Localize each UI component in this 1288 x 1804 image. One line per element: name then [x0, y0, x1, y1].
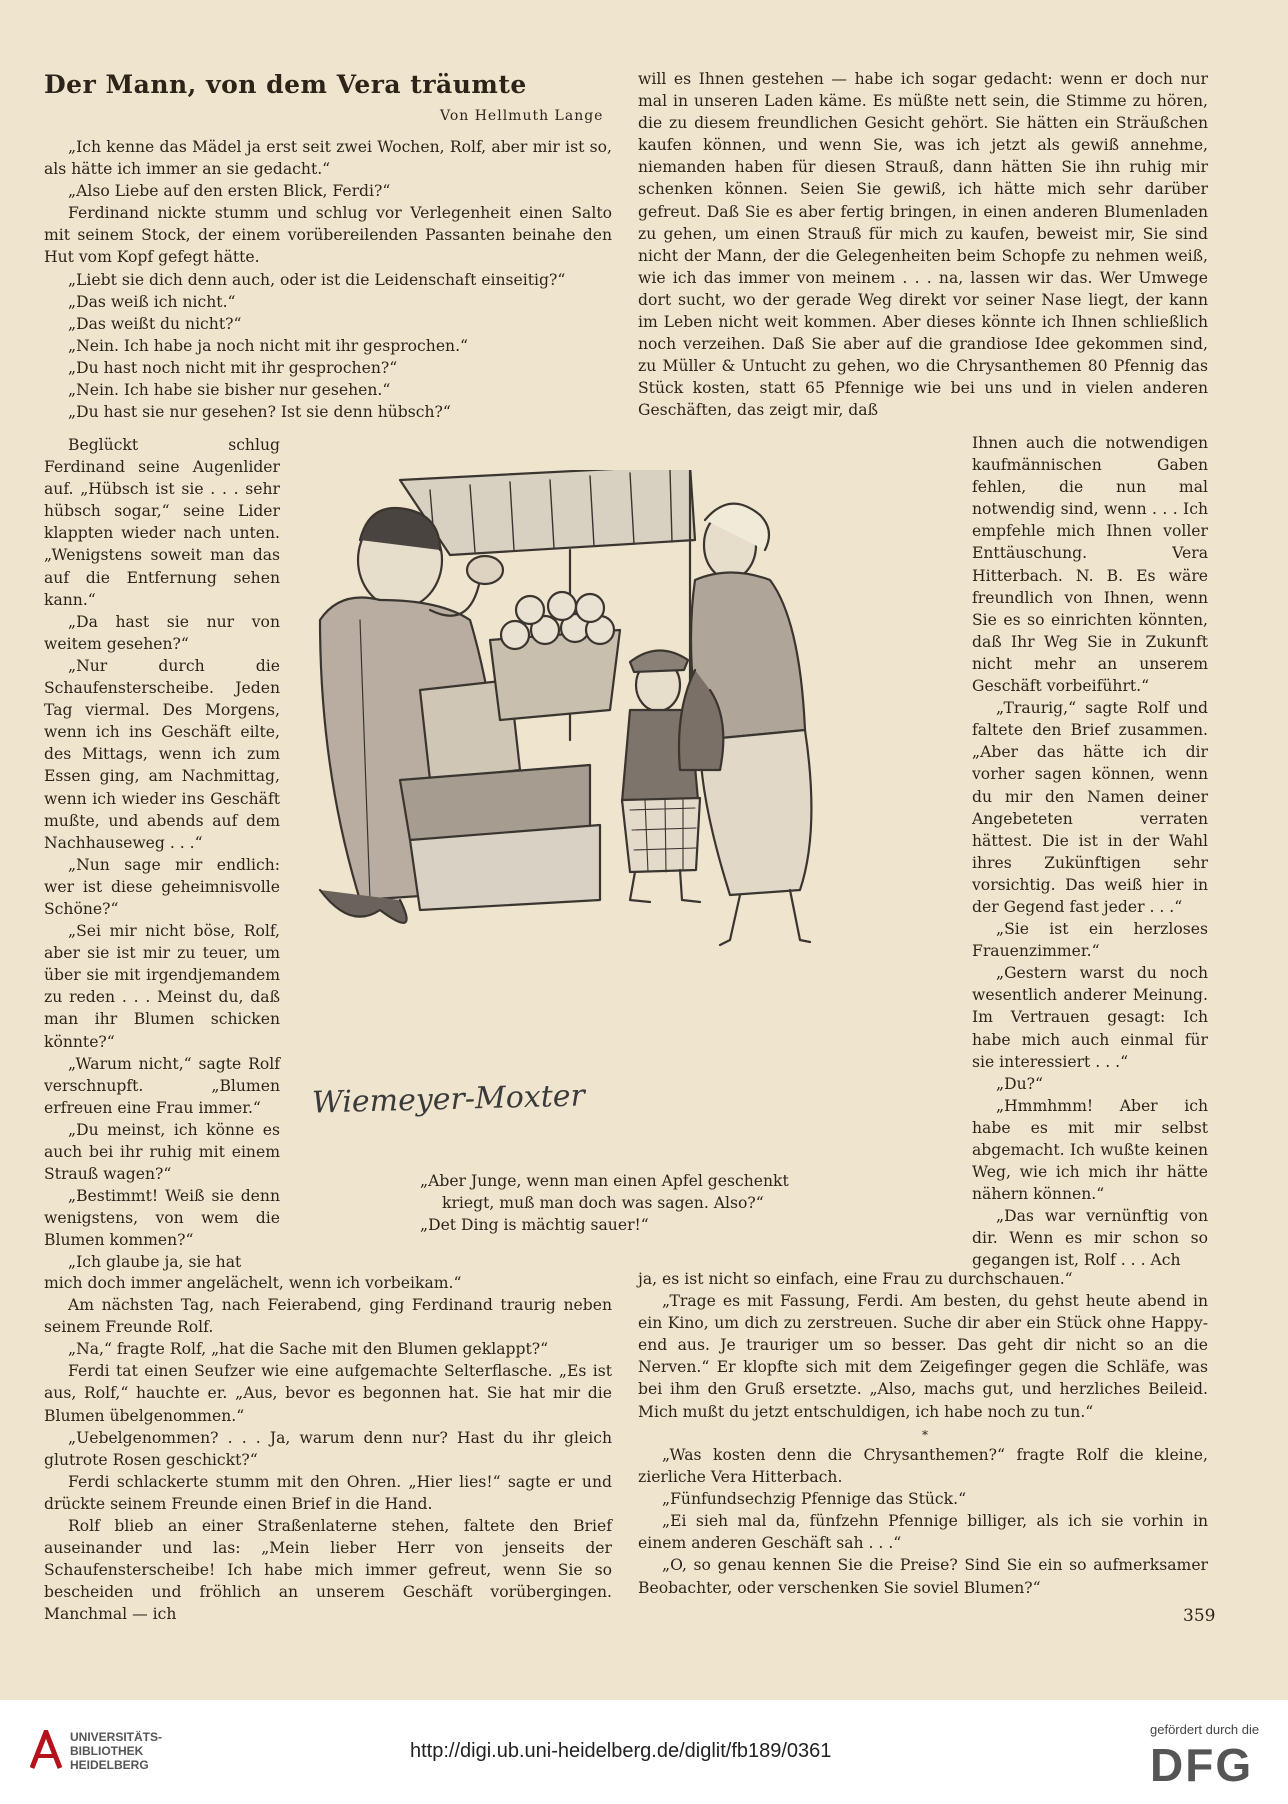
paragraph: Am nächsten Tag, nach Feierabend, ging Ferdinand traurig neben seinem Freunde Rolf.	[44, 1296, 612, 1337]
column-1-top	[44, 136, 612, 423]
paragraph: „Du hast sie nur gesehen? Ist sie denn hübsch?“	[68, 403, 451, 422]
paragraph: „Nein. Ich habe ja noch nicht mit ihr gesprochen.“	[68, 336, 469, 355]
illustration-caption	[420, 1170, 850, 1236]
paragraph: „Da hast sie nur von weitem gesehen?“	[44, 612, 280, 653]
page-number: 359	[1183, 1606, 1216, 1626]
paragraph: Beglückt schlug Ferdinand seine Augenlider auf. „Hübsch ist sie . . . sehr hübsch sogar,“ seine Lider klappten wieder nach unten. „Wenigstens soweit man das auf die Entfernung sehen kann.“	[44, 436, 280, 609]
paragraph: „Das weiß ich nicht.“	[68, 292, 236, 311]
artist-signature: Wiemeyer-Moxter	[311, 1078, 586, 1121]
paragraph: „Nein. Ich habe sie bisher nur gesehen.“	[68, 381, 391, 400]
paragraph: „Sie ist ein herzloses Frauenzimmer.“	[972, 920, 1208, 961]
paragraph: „Hmmhmm! Aber ich habe es mit mir selbst abgemacht. Ich wußte keinen Weg, wie ich mich ihr hätte nähern können.“	[972, 1096, 1208, 1204]
paragraph: „Trage es mit Fassung, Ferdi. Am besten, du gehst heute abend in ein Kino, um dich zu zerstreuen. Suche dir aber ein Stück ohne Happy-end aus. Je trauriger um so besser. Das geht dir nicht so an die Nerven.“ Er klopfte sich mit dem Zeigefinger gegen die Schläfe, was bei ihm den Gruß ersetzte. „Also, machs gut, und herzliches Beileid. Mich mußt du jetzt entschuldigen, ich habe noch zu tun.“	[638, 1292, 1208, 1421]
byline: Von Hellmuth Lange	[440, 108, 604, 124]
column-2-bottom	[638, 1268, 1208, 1423]
paragraph: „Nur durch die Schaufensterscheibe. Jeden Tag viermal. Des Morgens, wenn ich ins Geschäft eilte, des Mittags, wenn ich zum Essen ging, am Nachmittag, wenn ich wieder ins Geschäft mußte, und abends auf dem Nachhauseweg . . .“	[44, 656, 280, 852]
paragraph: mich doch immer angelächelt, wenn ich vorbeikam.“	[44, 1274, 462, 1292]
paragraph: „Uebelgenommen? . . . Ja, warum denn nur? Hast du ihr gleich glutrote Rosen geschickt?“	[44, 1428, 612, 1469]
column-1-bottom	[44, 1272, 612, 1626]
digitization-footer	[0, 1700, 1288, 1804]
paragraph: „Liebt sie dich denn auch, oder ist die Leidenschaft einseitig?“	[68, 270, 566, 289]
institution-line: BIBLIOTHEK	[70, 1744, 144, 1758]
university-logo-icon	[30, 1730, 62, 1770]
paragraph: will es Ihnen gestehen — habe ich sogar gedacht: wenn er doch nur mal in unseren Laden käme. Es müßte nett sein, die Stimme zu hören, die zu diesem freundlichen Gesicht gehört. Sie hätten ein Sträußchen kaufen können, und wenn Sie, was ich jetzt als gewiß annehme, niemanden haben für diesen Strauß, dann hätten Sie ihn ruhig mir schenken können. Seien Sie gewiß, ich hätte mich sehr darüber gefreut. Daß Sie es aber fertig bringen, in einen anderen Blumenladen zu gehen, um einen Strauß für mich zu kaufen, beweist mir, Sie sind nicht der Mann, der die Gelegenheiten beim Schopfe zu nehmen weiß, wie ich das immer von meinem . . . na, lassen wir das. Wer Umwege dort sucht, wo der gerade Weg direkt vor seiner Nase liegt, der kann im Leben nicht weit kommen. Aber dieses könnte ich Ihnen schließlich noch verzeihen. Daß Sie aber auf die grandiose Idee gekommen sind, zu Müller & Untucht zu gehen, wo die Chrysanthemen 80 Pfennig das Stück kosten, statt 65 Pfennige wie bei uns und in vielen anderen Geschäften, das zeigt mir, daß	[638, 70, 1208, 420]
paragraph: „Ei sieh mal da, fünfzehn Pfennige billiger, als ich sie vorhin in einem anderen Geschäft sah . . .“	[638, 1512, 1208, 1553]
paragraph: „Warum nicht,“ sagte Rolf verschnupft. „Blumen erfreuen eine Frau immer.“	[44, 1054, 280, 1117]
column-1-narrow	[44, 434, 280, 1274]
section-separator: *	[922, 1428, 928, 1442]
fruit-stand-illustration	[300, 470, 940, 1050]
paragraph: Ihnen auch die notwendigen kaufmännischen Gaben fehlen, die nun mal notwendig sind, wenn . . . Ich empfehle mich Ihnen voller Enttäuschung. Vera Hitterbach. N. B. Es wäre freundlich von Ihnen, wenn Sie es so einrichten könnten, daß Ihr Weg Sie in Zukunft nicht mehr an unserem Geschäft vorbeiführt.“	[972, 434, 1208, 696]
paragraph: „Das war vernünftig von dir. Wenn es mir schon so gegangen ist, Rolf . . . Ach	[972, 1207, 1208, 1270]
institution-name	[70, 1730, 162, 1772]
paragraph: „Du?“	[996, 1074, 1043, 1093]
paragraph: „Sei mir nicht böse, Rolf, aber sie ist mir zu teuer, um über sie mit irgendjemandem zu reden . . . Meinst du, daß man ihr Blumen schicken könnte?“	[44, 922, 280, 1051]
paragraph: Ferdinand nickte stumm und schlug vor Verlegenheit einen Salto mit seinem Stock, der einem vorübereilenden Passanten beinahe den Hut vom Kopf gefegt hätte.	[44, 204, 612, 267]
column-2-narrow	[972, 432, 1208, 1272]
caption-line: „Det Ding is mächtig sauer!“	[420, 1216, 649, 1234]
paragraph: „Na,“ fragte Rolf, „hat die Sache mit den Blumen geklappt?“	[68, 1340, 549, 1359]
caption-line: kriegt, muß man doch was sagen. Also?“	[442, 1194, 764, 1212]
paragraph: ja, es ist nicht so einfach, eine Frau zu durchschauen.“	[638, 1270, 1073, 1288]
paragraph: Ferdi schlackerte stumm mit den Ohren. „Hier lies!“ sagte er und drückte seinem Freunde einen Brief in die Hand.	[44, 1472, 612, 1513]
paragraph: Rolf blieb an einer Straßenlaterne stehen, faltete den Brief auseinander und las: „Mein lieber Herr von jenseits der Schaufensterscheibe! Ich habe mich immer gefreut, wenn Sie so bescheiden und fröhlich an unserem Geschäft vorübergingen. Manchmal — ich	[44, 1517, 612, 1624]
paragraph: „Was kosten denn die Chrysanthemen?“ fragte Rolf die kleine, zierliche Vera Hitterbach.	[638, 1446, 1208, 1487]
article-title: Der Mann, von dem Vera träumte	[44, 70, 527, 99]
caption-line: „Aber Junge, wenn man einen Apfel geschenkt	[420, 1172, 789, 1190]
paragraph: „Das weißt du nicht?“	[68, 314, 242, 333]
institution-line: HEIDELBERG	[70, 1758, 149, 1772]
institution-line: UNIVERSITÄTS-	[70, 1730, 163, 1744]
paragraph: „Traurig,“ sagte Rolf und faltete den Brief zusammen. „Aber das hätte ich dir vorher sagen können, wenn du mir den Namen deiner Angebeteten verraten hättest. Die ist in der Wahl ihres Zukünftigen sehr vorsichtig. Das weiß hier in der Gegend fast jeder . . .“	[972, 699, 1208, 916]
paragraph: „Du meinst, ich könne es auch bei ihr ruhig mit einem Strauß wagen?“	[44, 1120, 280, 1184]
paragraph: „O, so genau kennen Sie die Preise? Sind Sie ein so aufmerksamer Beobachter, oder verschenken Sie soviel Blumen?“	[638, 1556, 1208, 1597]
paragraph: „Gestern warst du noch wesentlich anderer Meinung. Im Vertrauen gesagt: Ich habe mich auch einmal für sie interessiert . . .“	[972, 964, 1208, 1071]
paragraph: „Fünfundsechzig Pfennige das Stück.“	[662, 1490, 967, 1509]
paragraph: Ferdi tat einen Seufzer wie eine aufgemachte Selterflasche. „Es ist aus, Rolf,“ hauchte er. „Aus, bevor es begonnen hat. Sie hat mir die Blumen übelgenommen.“	[44, 1362, 612, 1425]
column-2-end	[638, 1444, 1208, 1599]
paragraph: „Ich kenne das Mädel ja erst seit zwei Wochen, Rolf, aber mir ist so, als hätte ich immer an sie gedacht.“	[44, 138, 612, 179]
paragraph: „Also Liebe auf den ersten Blick, Ferdi?“	[68, 182, 391, 201]
column-2-top	[638, 68, 1208, 422]
permalink[interactable]: http://digi.ub.uni-heidelberg.de/diglit/fb189/0361	[410, 1740, 832, 1762]
paragraph: „Du hast noch nicht mit ihr gesprochen?“	[68, 358, 398, 377]
paragraph: „Nun sage mir endlich: wer ist diese geheimnisvolle Schöne?“	[44, 855, 280, 918]
paragraph: „Bestimmt! Weiß sie denn wenigstens, von wem die Blumen kommen?“	[44, 1187, 280, 1250]
dfg-logo: DFG	[1150, 1739, 1254, 1791]
paragraph: „Ich glaube ja, sie hat	[68, 1253, 242, 1272]
funder-caption: gefördert durch die	[1150, 1722, 1260, 1737]
